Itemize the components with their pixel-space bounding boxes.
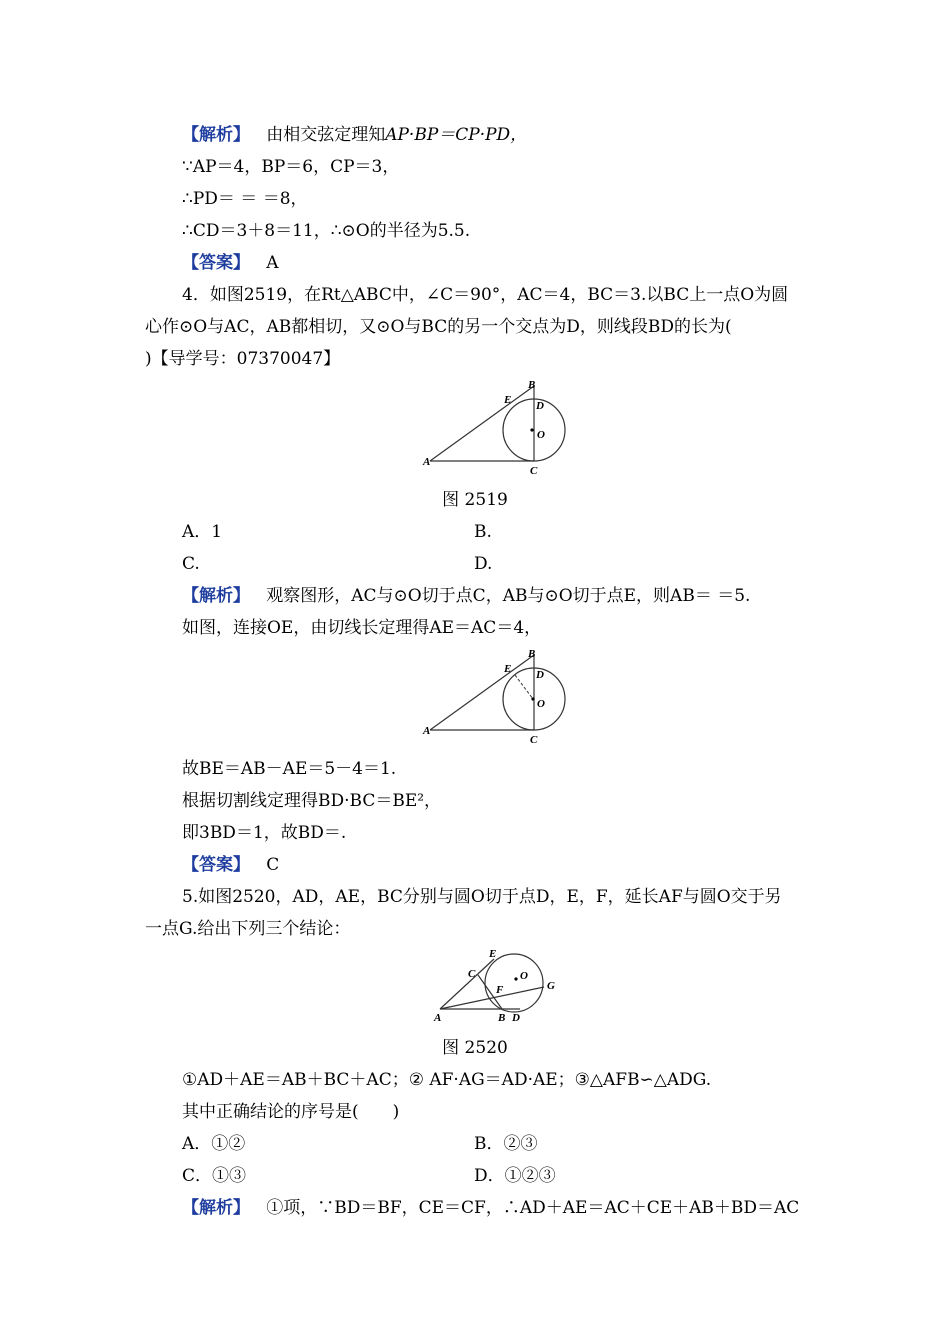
center-point — [530, 428, 533, 431]
q5-analysis-text: ①项，∵BD＝BF，CE＝CF，∴AD＋AE＝AC＋CE＋AB＋BD＝AC — [266, 1198, 800, 1218]
q3-analysis-expr: AP·BP＝CP·PD， — [385, 125, 528, 145]
q5-conclusions: ①AD＋AE＝AB＋BC＋AC；② AF·AG＝AD·AE；③△AFB∽△ADG. — [182, 1070, 712, 1090]
analysis-tag: 【解析】 — [182, 1198, 250, 1218]
label-a: A — [434, 1012, 442, 1024]
q4-analysis-text: 观察图形，AC与⊙O切于点C，AB与⊙O切于点E，则AB＝ ＝5. — [266, 586, 751, 606]
figure-2519 — [420, 376, 570, 478]
q5-option-b: B．②③ — [474, 1134, 538, 1154]
q5-question: 其中正确结论的序号是( ) — [182, 1102, 400, 1122]
center-point — [531, 697, 534, 700]
q5-stem-line-1: 5.如图2520，AD，AE，BC分别与圆O切于点D，E，F，延长AF与圆O交于另 — [182, 887, 782, 907]
q4-stem-line-3: )【导学号：07370047】 — [145, 349, 341, 369]
label-d: D — [512, 1012, 520, 1024]
analysis-tag: 【解析】 — [182, 586, 250, 606]
figure-2520-caption: 图 2520 — [442, 1038, 508, 1058]
figure-2519-solution — [420, 645, 570, 747]
q3-pd-line: ∴PD＝ ＝ ＝8， — [182, 189, 308, 209]
q4-option-a: A．1 — [182, 522, 223, 542]
q4-option-b: B. — [474, 522, 492, 542]
q5-stem-line-2: 一点G.给出下列三个结论： — [145, 919, 351, 939]
q3-analysis-line — [182, 124, 527, 146]
label-a: A — [423, 725, 431, 737]
answer-tag: 【答案】 — [182, 253, 250, 273]
label-o: O — [537, 698, 545, 710]
q4-stem-line-1: 4．如图2519，在Rt△ABC中，∠C＝90°，AC＝4，BC＝3.以BC上一点O为圆 — [182, 285, 789, 305]
q3-given-line: ∵AP＝4，BP＝6，CP＝3， — [182, 157, 400, 177]
q4-analysis-line — [182, 585, 750, 607]
figure-2519-caption: 图 2519 — [442, 490, 508, 510]
q4-answer-line — [182, 854, 279, 876]
label-d: D — [536, 400, 544, 412]
q5-option-d: D．①②③ — [474, 1166, 556, 1186]
label-b: B — [528, 379, 536, 391]
q4-option-c: C. — [182, 554, 200, 574]
q3-answer: A — [266, 253, 279, 273]
label-d: D — [536, 669, 544, 681]
label-c: C — [468, 968, 476, 980]
q5-option-c: C．①③ — [182, 1166, 247, 1186]
q3-answer-line — [182, 252, 279, 274]
q4-analysis-line-5: 即3BD＝1，故BD＝. — [182, 823, 347, 843]
q5-option-a: A．①② — [182, 1134, 246, 1154]
answer-tag: 【答案】 — [182, 855, 250, 875]
q3-cd-line: ∴CD＝3＋8＝11，∴⊙O的半径为5.5. — [182, 221, 471, 241]
label-e: E — [504, 394, 512, 406]
q3-analysis-text: 由相交弦定理知 — [266, 125, 386, 145]
label-o: O — [537, 429, 545, 441]
label-g: G — [547, 980, 555, 992]
q4-stem-line-2: 心作⊙O与AC，AB都相切，又⊙O与BC的另一个交点为D，则线段BD的长为( — [145, 317, 732, 337]
q4-analysis-line-4: 根据切割线定理得BD·BC＝BE²， — [182, 791, 442, 811]
q4-option-d: D. — [474, 554, 493, 574]
segment-ag — [440, 987, 544, 1009]
label-e: E — [504, 663, 512, 675]
circle-o — [485, 954, 543, 1012]
label-a: A — [423, 456, 431, 468]
analysis-tag: 【解析】 — [182, 125, 250, 145]
label-c: C — [530, 734, 538, 746]
q4-analysis-line-3: 故BE＝AB－AE＝5－4＝1. — [182, 759, 397, 779]
label-e: E — [489, 948, 497, 960]
q4-analysis-line-2: 如图，连接OE，由切线长定理得AE＝AC＝4， — [182, 618, 542, 638]
figure-2520 — [430, 945, 565, 1027]
segment-ae — [440, 959, 494, 1009]
segment-ab — [430, 655, 534, 730]
q5-analysis-line — [182, 1197, 799, 1219]
label-b: B — [498, 1012, 506, 1024]
label-f: F — [496, 984, 504, 996]
label-o: O — [520, 970, 528, 982]
segment-ab — [430, 386, 534, 461]
dashed-oe — [515, 675, 533, 699]
center-point — [514, 977, 517, 980]
q4-answer: C — [266, 855, 280, 875]
label-c: C — [530, 465, 538, 477]
label-b: B — [528, 648, 536, 660]
